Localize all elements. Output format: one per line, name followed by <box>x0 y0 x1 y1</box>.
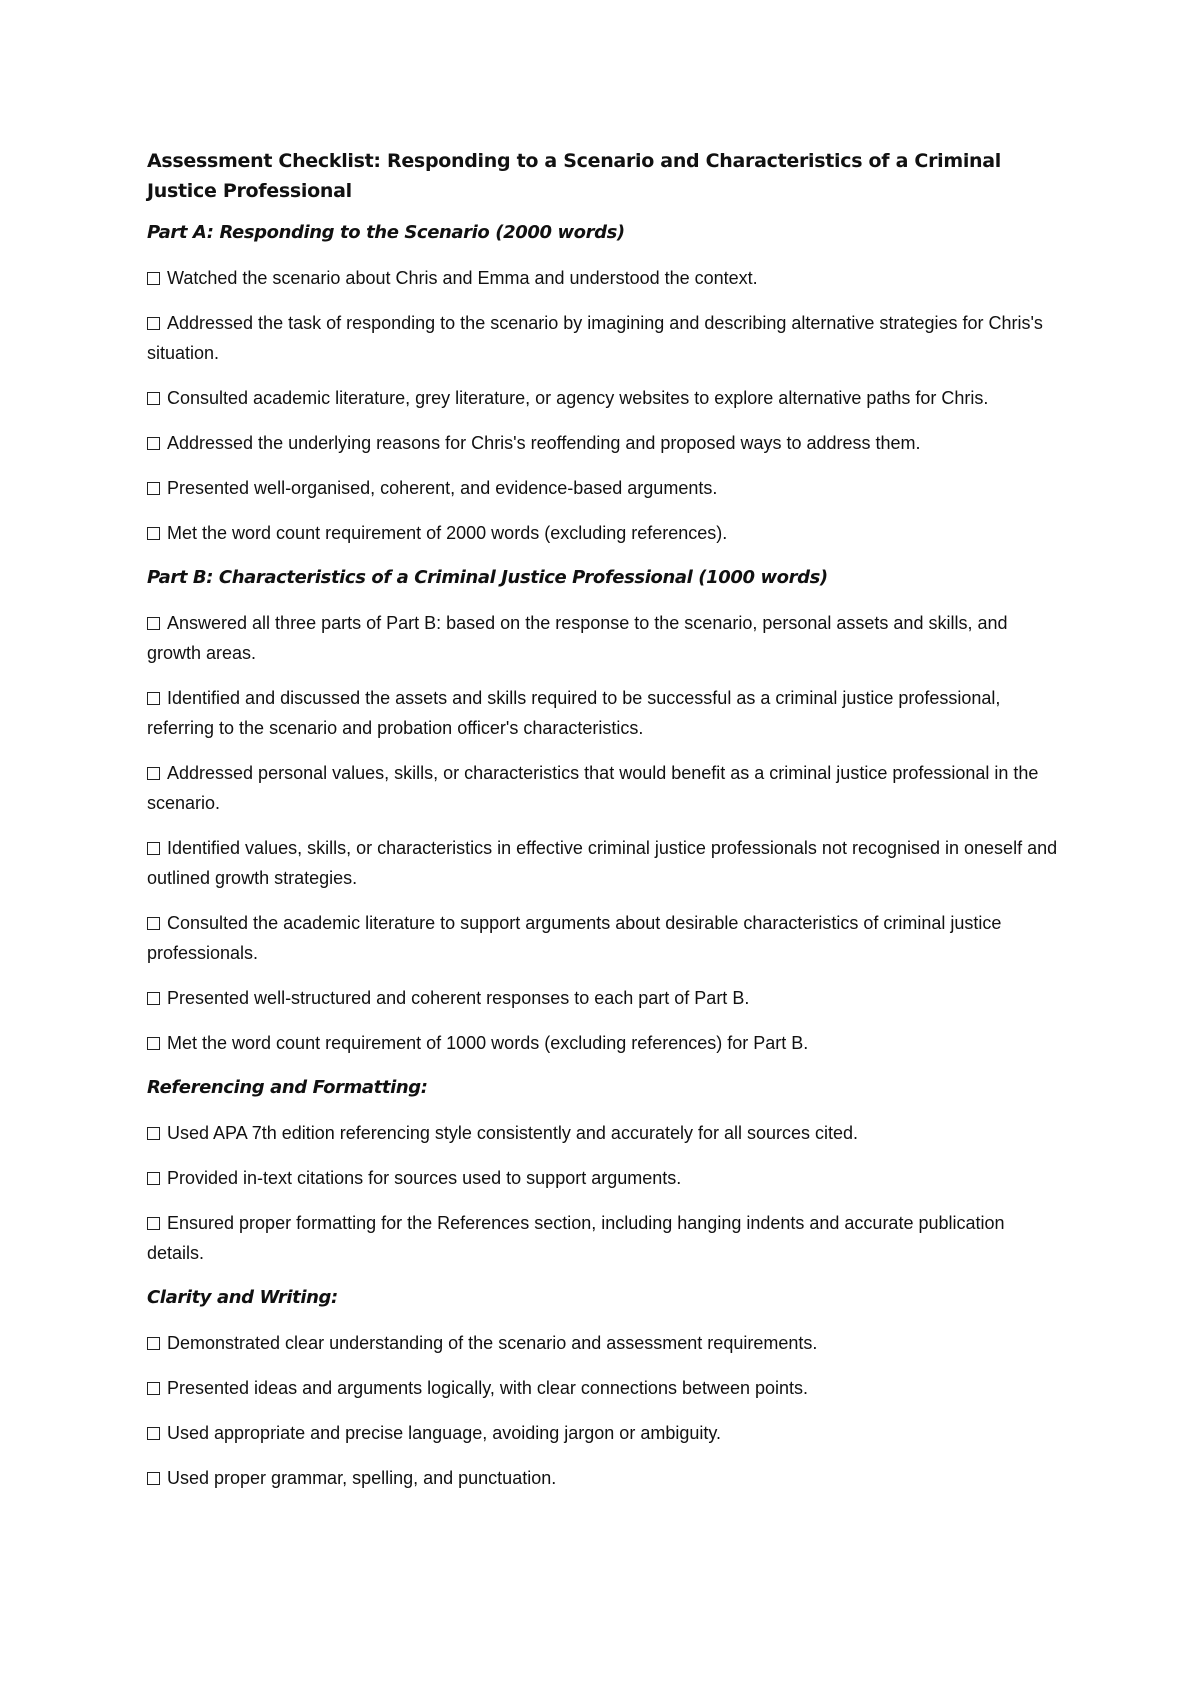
checklist-item <box>147 1463 1065 1493</box>
checklist-item <box>147 983 1065 1013</box>
checklist-item-text: Met the word count requirement of 1000 words (excluding references) for Part B. <box>167 1033 809 1053</box>
checkbox-icon[interactable] <box>147 1127 160 1140</box>
checklist-item-text: Met the word count requirement of 2000 words (excluding references). <box>167 523 728 543</box>
section-heading: Part B: Characteristics of a Criminal Justice Professional (1000 words) <box>147 567 828 588</box>
checkbox-icon[interactable] <box>147 692 160 705</box>
checklist-item-text: Addressed personal values, skills, or characteristics that would benefit as a criminal justice professional in the scenario. <box>147 763 1039 813</box>
checkbox-icon[interactable] <box>147 392 160 405</box>
checklist-item-text: Addressed the underlying reasons for Chris's reoffending and proposed ways to address them. <box>167 433 921 453</box>
checklist-item <box>147 473 1065 503</box>
checkbox-icon[interactable] <box>147 1037 160 1050</box>
checklist-item <box>147 1418 1065 1448</box>
checkbox-icon[interactable] <box>147 1337 160 1350</box>
checklist-item <box>147 1163 1065 1193</box>
checkbox-icon[interactable] <box>147 1382 160 1395</box>
checklist-item-text: Presented ideas and arguments logically, with clear connections between points. <box>167 1378 809 1398</box>
checklist-item <box>147 383 1065 413</box>
checkbox-icon[interactable] <box>147 272 160 285</box>
checklist-item-text: Used proper grammar, spelling, and punctuation. <box>167 1468 557 1488</box>
section-heading: Part A: Responding to the Scenario (2000 words) <box>147 222 625 243</box>
checklist-item-text: Provided in-text citations for sources used to support arguments. <box>167 1168 682 1188</box>
checklist-item-text: Watched the scenario about Chris and Emma and understood the context. <box>167 268 758 288</box>
checkbox-icon[interactable] <box>147 767 160 780</box>
checkbox-icon[interactable] <box>147 917 160 930</box>
checklist-item-text: Presented well-organised, coherent, and evidence-based arguments. <box>167 478 718 498</box>
checklist-item-text: Consulted academic literature, grey literature, or agency websites to explore alternative paths for Chris. <box>167 388 989 408</box>
checklist-item-text: Used APA 7th edition referencing style consistently and accurately for all sources cited. <box>167 1123 859 1143</box>
checklist-item-text: Ensured proper formatting for the References section, including hanging indents and accurate publication details. <box>147 1213 1005 1263</box>
checklist-item <box>147 758 1065 818</box>
checklist-item <box>147 1028 1065 1058</box>
section-heading: Clarity and Writing: <box>147 1287 338 1308</box>
checklist-item-text: Presented well-structured and coherent responses to each part of Part B. <box>167 988 750 1008</box>
checklist-item <box>147 683 1065 743</box>
checklist-item <box>147 308 1065 368</box>
checkbox-icon[interactable] <box>147 617 160 630</box>
checklist-item-text: Answered all three parts of Part B: based on the response to the scenario, personal assets and skills, and growth areas. <box>147 613 1008 663</box>
checklist-item <box>147 263 1065 293</box>
document-title: Assessment Checklist: Responding to a Scenario and Characteristics of a Criminal Justice Professional <box>147 150 1002 202</box>
checklist-section <box>147 1283 1065 1493</box>
checkbox-icon[interactable] <box>147 1172 160 1185</box>
checklist-item <box>147 1208 1065 1268</box>
checklist-item-text: Used appropriate and precise language, avoiding jargon or ambiguity. <box>167 1423 722 1443</box>
checkbox-icon[interactable] <box>147 1427 160 1440</box>
document-page <box>147 146 1065 1508</box>
checklist-item <box>147 608 1065 668</box>
checkbox-icon[interactable] <box>147 527 160 540</box>
checklist-item <box>147 518 1065 548</box>
checklist-item <box>147 1118 1065 1148</box>
checklist-section <box>147 1073 1065 1268</box>
checkbox-icon[interactable] <box>147 992 160 1005</box>
checkbox-icon[interactable] <box>147 482 160 495</box>
checklist-item-text: Addressed the task of responding to the scenario by imagining and describing alternative strategies for Chris's situation. <box>147 313 1043 363</box>
checklist-item <box>147 908 1065 968</box>
checklist-item <box>147 1328 1065 1358</box>
checklist-section <box>147 218 1065 548</box>
checkbox-icon[interactable] <box>147 842 160 855</box>
section-heading: Referencing and Formatting: <box>147 1077 428 1098</box>
checkbox-icon[interactable] <box>147 1472 160 1485</box>
checklist-item-text: Identified and discussed the assets and skills required to be successful as a criminal justice professional, referring to the scenario and probation officer's characteristics. <box>147 688 1001 738</box>
checklist-item <box>147 833 1065 893</box>
checklist-item <box>147 1373 1065 1403</box>
checklist-item-text: Identified values, skills, or characteristics in effective criminal justice professionals not recognised in oneself and outlined growth strategies. <box>147 838 1058 888</box>
checklist-item <box>147 428 1065 458</box>
checkbox-icon[interactable] <box>147 317 160 330</box>
checklist-item-text: Demonstrated clear understanding of the scenario and assessment requirements. <box>167 1333 818 1353</box>
checkbox-icon[interactable] <box>147 1217 160 1230</box>
checklist-section <box>147 563 1065 1058</box>
checklist-item-text: Consulted the academic literature to support arguments about desirable characteristics of criminal justice professionals. <box>147 913 1002 963</box>
checkbox-icon[interactable] <box>147 437 160 450</box>
checklist-sections <box>147 218 1065 1493</box>
